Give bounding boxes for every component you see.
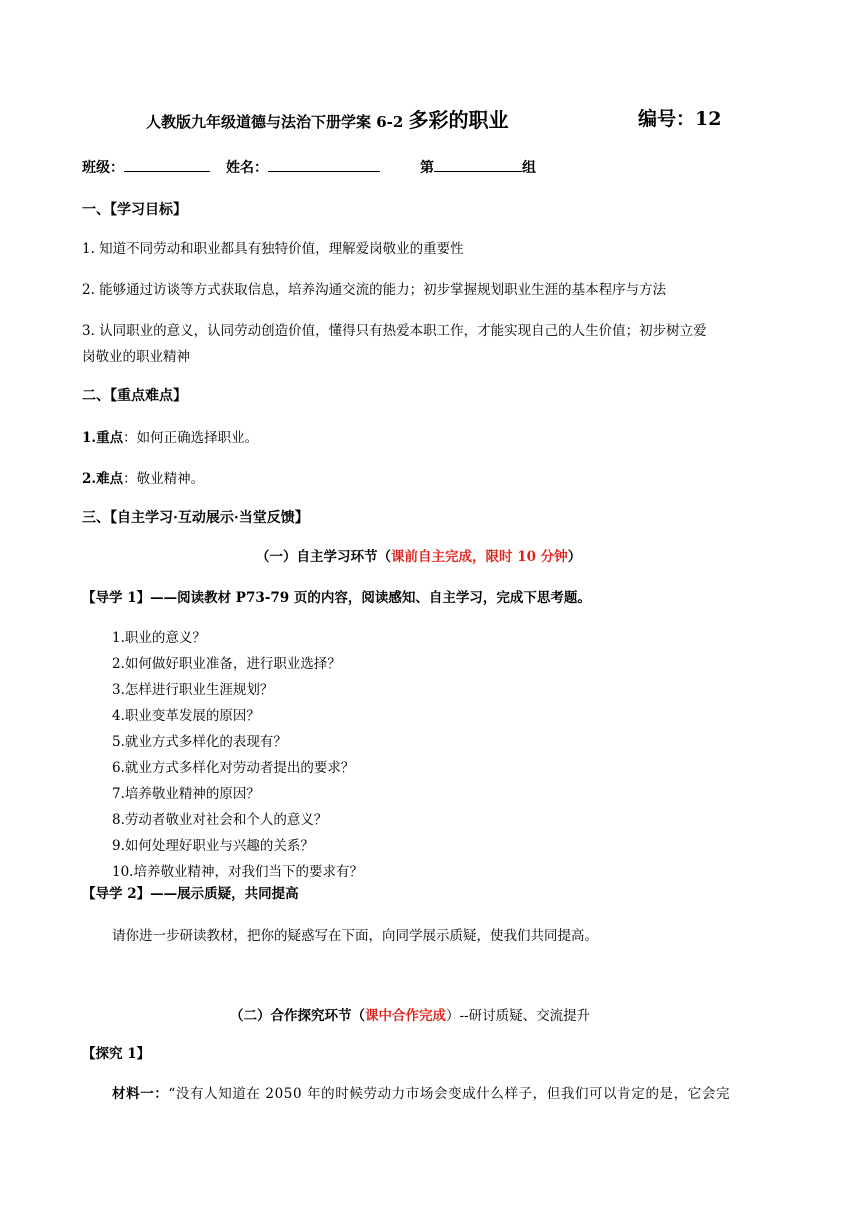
class-label: 班级：: [82, 160, 124, 176]
list-item: 6.就业方式多样化对劳动者提出的要求？: [112, 760, 355, 776]
material-1: [112, 1082, 730, 1102]
document-title: [146, 104, 509, 133]
title-prefix: 人教版九年级道德与法治下册学案 6-2: [146, 113, 409, 131]
title-main: 多彩的职业: [408, 108, 509, 132]
name-blank[interactable]: [268, 157, 380, 172]
key-point-text: ：如何正确选择职业。: [123, 430, 259, 446]
sub2-suffix: ）--研讨质疑、交流提升: [446, 1008, 591, 1024]
list-item: 10.培养敬业精神，对我们当下的要求有？: [112, 864, 363, 880]
document-number: 编号：12: [638, 108, 722, 130]
list-item: 9.如何处理好职业与兴趣的关系？: [112, 838, 314, 854]
difficulty-text: ：敬业精神。: [123, 471, 205, 487]
goal-item-continued: 岗敬业的职业精神: [82, 349, 190, 365]
list-item: 8.劳动者敬业对社会和个人的意义？: [112, 812, 328, 828]
difficulty-label: 2.难点: [82, 471, 124, 487]
class-blank[interactable]: [124, 157, 210, 172]
list-item: 2.如何做好职业准备，进行职业选择？: [112, 656, 341, 672]
list-item: 1.职业的意义？: [112, 630, 206, 646]
key-heading: 二、【重点难点】: [82, 388, 187, 404]
group-blank[interactable]: [434, 157, 522, 172]
material-1-text: “没有人知道在 2050 年的时候劳动力市场会变成什么样子，但我们可以肯定的是，它会完: [168, 1086, 731, 1102]
list-item: 5.就业方式多样化的表现有？: [112, 734, 287, 750]
sub1-red-note: 课前自主完成，限时 10 分钟: [391, 549, 568, 565]
goals-heading: 一、【学习目标】: [82, 202, 187, 218]
goal-item: 1. 知道不同劳动和职业都具有独特价值，理解爱岗敬业的重要性: [82, 241, 464, 257]
sub-heading-self-study: [256, 545, 581, 565]
explore-1-heading: 【探究 1】: [82, 1046, 151, 1062]
material-1-label: 材料一：: [112, 1086, 169, 1102]
difficulty-point: [82, 467, 204, 487]
list-item: 7.培养敬业精神的原因？: [112, 786, 260, 802]
guide-2-heading: 【导学 2】——展示质疑，共同提高: [82, 886, 299, 902]
sub-heading-cooperative: [230, 1004, 590, 1024]
group-suffix: 组: [522, 160, 536, 176]
sub2-prefix: （二）合作探究环节（: [230, 1008, 365, 1024]
goal-item: 3. 认同职业的意义，认同劳动创造价值，懂得只有热爱本职工作，才能实现自己的人生价值；初步树立爱: [82, 323, 707, 339]
goal-item: 2. 能够通过访谈等方式获取信息，培养沟通交流的能力；初步掌握规划职业生涯的基本程序与方法: [82, 282, 667, 298]
sub2-red-note: 课中合作完成: [365, 1008, 446, 1024]
group-prefix: 第: [420, 160, 434, 176]
key-point-label: 1.重点: [82, 430, 124, 446]
sub1-suffix: ）: [567, 549, 582, 565]
info-line: [82, 157, 536, 177]
guide-2-text: 请你进一步研读教材，把你的疑惑写在下面，向同学展示质疑，使我们共同提高。: [112, 928, 598, 944]
guide-1-heading: 【导学 1】——阅读教材 P73-79 页的内容，阅读感知、自主学习，完成下思考题。: [82, 590, 591, 606]
name-label: 姓名：: [226, 160, 268, 176]
self-study-heading: 三、【自主学习·互动展示·当堂反馈】: [82, 510, 309, 526]
list-item: 4.职业变革发展的原因？: [112, 708, 260, 724]
list-item: 3.怎样进行职业生涯规划？: [112, 682, 274, 698]
key-point: [82, 426, 258, 446]
sub1-prefix: （一）自主学习环节（: [256, 549, 391, 565]
